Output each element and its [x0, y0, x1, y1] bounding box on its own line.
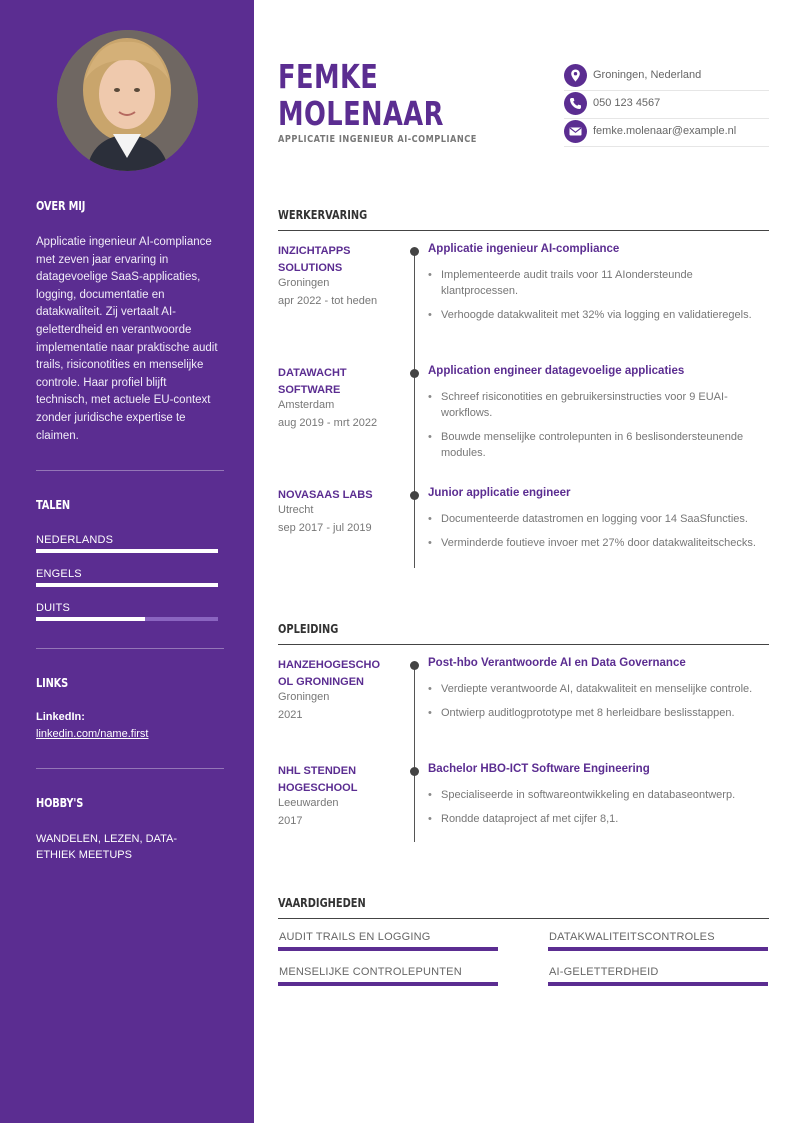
skill-item	[548, 931, 768, 951]
language-item	[36, 602, 218, 621]
company-city: Groningen	[278, 277, 330, 289]
language-level-fill	[36, 583, 218, 587]
timeline-dot	[410, 369, 419, 378]
language-name: ENGELS	[36, 568, 82, 580]
employment-dates: apr 2022 - tot heden	[278, 295, 378, 307]
language-name: DUITS	[36, 602, 70, 614]
language-level-fill	[36, 617, 145, 621]
education-detail-item: • Ontwierp auditlogprototype met 8 herleidbare beslisstappen.	[441, 705, 771, 721]
achievement-item: • Verhoogde datakwaliteit met 32% via logging en validatieregels.	[441, 307, 771, 323]
achievements-list	[441, 511, 771, 559]
company-city: Amsterdam	[278, 399, 335, 411]
timeline-dot	[410, 491, 419, 500]
job-title: Applicatie ingenieur AI-compliance	[428, 243, 620, 255]
skill-bar	[278, 947, 498, 951]
timeline-dot	[410, 247, 419, 256]
company-city: Utrecht	[278, 504, 314, 516]
experience-heading	[278, 206, 769, 231]
last-name: MOLENAAR	[278, 94, 444, 133]
achievements-list	[441, 389, 771, 469]
job-title: Application engineer datagevoelige applicaties	[428, 365, 685, 377]
education-heading	[278, 620, 769, 645]
about-heading: OVER MIJ	[36, 199, 86, 213]
hobbies-heading: HOBBY'S	[36, 796, 84, 810]
company-name: INZICHTAPPS SOLUTIONS	[278, 245, 351, 274]
contact-location	[564, 63, 769, 91]
linkedin-link[interactable]: linkedin.com/name.first	[36, 728, 149, 740]
experience-timeline	[414, 250, 415, 568]
degree-title: Post-hbo Verantwoorde AI en Data Governance	[428, 657, 686, 669]
languages-heading: TALEN	[36, 498, 70, 512]
location-text: Groningen, Nederland	[593, 69, 702, 81]
skill-name: AI-GELETTERDHEID	[549, 966, 659, 978]
about-text: Applicatie ingenieur AI-compliance met zeven jaar ervaring in datagevoelige SaaS-applicaties, logging, documentatie en datakwaliteit. Zij vertaalt AI-geletterdheid en verantwoorde implementatie naar praktische audit trails, risiconotities en menselijke controle. Haar profiel blijft technisch, met actuele EU-context zonder juridische expertise te claimen.	[36, 236, 218, 442]
employment-dates: sep 2017 - jul 2019	[278, 522, 372, 534]
first-name: FEMKE	[278, 57, 379, 96]
education-timeline	[414, 664, 415, 842]
contact-email	[564, 119, 769, 147]
phone-icon	[564, 92, 587, 115]
timeline-dot	[410, 661, 419, 670]
job-title: APPLICATIE INGENIEUR AI-COMPLIANCE	[278, 134, 477, 145]
skill-item	[278, 966, 498, 986]
skill-bar	[548, 947, 768, 951]
skill-item	[548, 966, 768, 986]
achievement-item: • Schreef risiconotities en gebruikersinstructies voor 9 EUAI-workflows.	[441, 389, 771, 421]
language-level-bar	[36, 583, 218, 587]
profile-photo	[57, 30, 198, 171]
institution-city: Leeuwarden	[278, 797, 339, 809]
education-heading-text: OPLEIDING	[278, 622, 339, 636]
full-name	[278, 58, 444, 132]
email-link[interactable]: femke.molenaar@example.nl	[593, 125, 737, 137]
education-details-list	[441, 787, 771, 835]
education-details-list	[441, 681, 771, 729]
education-detail-item: • Rondde dataproject af met cijfer 8,1.	[441, 811, 771, 827]
achievements-list	[441, 267, 771, 331]
achievement-item: • Documenteerde datastromen en logging voor 14 SaaSfuncties.	[441, 511, 771, 527]
language-level-fill	[36, 549, 218, 553]
graduation-year: 2021	[278, 709, 303, 721]
skill-item	[278, 931, 498, 951]
skills-heading	[278, 894, 769, 919]
graduation-year: 2017	[278, 815, 303, 827]
skill-bar	[278, 982, 498, 986]
achievement-item: • Verminderde foutieve invoer met 27% door datakwaliteitschecks.	[441, 535, 771, 551]
education-detail-item: • Specialiseerde in softwareontwikkeling en databaseontwerp.	[441, 787, 771, 803]
sidebar-divider	[36, 648, 224, 649]
contact-phone	[564, 91, 769, 119]
skill-name: DATAKWALITEITSCONTROLES	[549, 931, 715, 943]
linkedin-label: LinkedIn:	[36, 711, 85, 723]
language-name: NEDERLANDS	[36, 534, 114, 546]
job-title: Junior applicatie engineer	[428, 487, 571, 499]
skill-bar	[548, 982, 768, 986]
sidebar-divider	[36, 470, 224, 471]
institution-name: NHL STENDEN HOGESCHOOL	[278, 765, 358, 794]
hobbies-text: WANDELEN, LEZEN, DATA-ETHIEK MEETUPS	[36, 833, 177, 861]
phone-text: 050 123 4567	[593, 97, 661, 109]
achievement-item: • Implementeerde audit trails voor 11 AIondersteunde klantprocessen.	[441, 267, 771, 299]
language-item	[36, 534, 218, 553]
company-name: NOVASAAS LABS	[278, 489, 373, 501]
timeline-dot	[410, 767, 419, 776]
institution-city: Groningen	[278, 691, 330, 703]
skill-name: AUDIT TRAILS EN LOGGING	[279, 931, 431, 943]
skills-heading-text: VAARDIGHEDEN	[278, 896, 366, 910]
degree-title: Bachelor HBO-ICT Software Engineering	[428, 763, 650, 775]
company-name: DATAWACHT SOFTWARE	[278, 367, 347, 396]
institution-name: HANZEHOGESCHOOL GRONINGEN	[278, 659, 381, 688]
envelope-icon	[564, 120, 587, 143]
employment-dates: aug 2019 - mrt 2022	[278, 417, 378, 429]
sidebar	[0, 0, 254, 1123]
language-item	[36, 568, 218, 587]
links-heading: LINKS	[36, 676, 69, 690]
language-level-bar	[36, 549, 218, 553]
achievement-item: • Bouwde menselijke controlepunten in 6 beslisondersteunende modules.	[441, 429, 771, 461]
language-level-bar	[36, 617, 218, 621]
sidebar-divider	[36, 768, 224, 769]
portrait-illustration	[57, 30, 198, 171]
skill-name: MENSELIJKE CONTROLEPUNTEN	[279, 966, 462, 978]
experience-heading-text: WERKERVARING	[278, 208, 368, 222]
map-pin-icon	[564, 64, 587, 87]
education-detail-item: • Verdiepte verantwoorde AI, datakwaliteit en menselijke controle.	[441, 681, 771, 697]
